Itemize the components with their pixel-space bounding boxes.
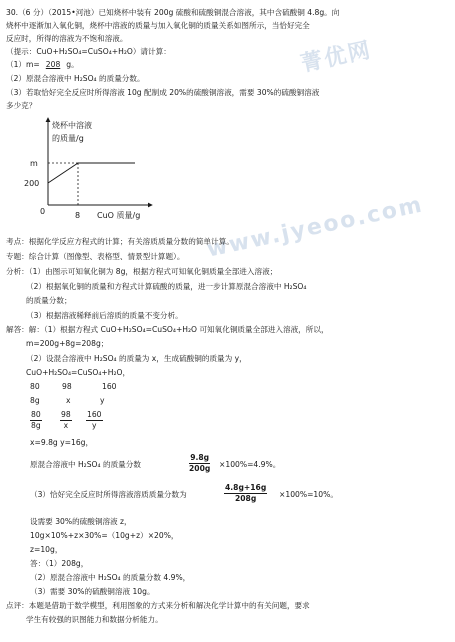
solution-line: 10g×10%+z×30%=（10g+z）×20%，: [30, 531, 179, 540]
question-line: 反应时，所得的溶液为不饱和溶液。: [6, 34, 128, 43]
answer-line: （3）需要 30%的硫酸铜溶液 10g。: [30, 587, 155, 596]
part-1-prefix: （1）m=: [6, 60, 40, 69]
analysis-line: （2）根据氧化铜的质量和方程式计算硫酸的质量，进一步计算原混合溶液中 H₂SO₄: [26, 282, 307, 291]
comment-line: 点评：本题是借助于数学模型，利用图象的方式来分析和解决化学计算中的有关问题，要求: [6, 601, 310, 610]
fraction-2-prefix: （3）恰好完全反应时所得溶液溶质质量分数为: [30, 490, 187, 499]
ratio-fraction: $\frac{98}{x}$: [61, 410, 71, 430]
part-1-answer: 208: [45, 60, 61, 69]
y-axis-label: 的质量/g: [52, 134, 84, 143]
mass-fraction-suffix: ×100%=4.9%。: [219, 460, 281, 469]
question-line: 烧杯中逐渐加入氧化铜，烧杯中溶液的质量与加入氧化铜的质量关系如图所示，当恰好完全: [6, 21, 310, 30]
origin-label: 0: [40, 207, 46, 216]
solve-result: x=9.8g y=16g，: [30, 438, 94, 447]
mass-fraction-prefix: 原混合溶液中 H₂SO₄ 的质量分数: [30, 460, 141, 469]
data-segment-rise: [48, 163, 78, 183]
question-part-2: （2）原混合溶液中 H₂SO₄ 的质量分数。: [6, 74, 145, 83]
mass-fraction: $\frac{9.8g}{200g}$: [189, 453, 211, 473]
answer-line: 答：（1）208g，: [30, 559, 89, 568]
solution-line: z=10g，: [30, 545, 63, 554]
y-tick-label: m: [30, 159, 38, 168]
solution-line: 解答：解：（1）根据方程式 CuO+H₂SO₄=CuSO₄+H₂O 可知氧化铜质量全部进入溶液，所以，: [6, 325, 329, 334]
y-tick-label: 200: [24, 179, 40, 188]
analysis-line: 分析：（1）由图示可知氧化铜为 8g，根据方程式可知氧化铜质量全部进入溶液；: [6, 267, 278, 276]
zhuanti: 专题：综合计算（图像型、表格型、情景型计算题）。: [6, 252, 185, 261]
x-tick-label: 8: [75, 211, 81, 220]
analysis-line: （3）根据溶液稀释前后溶质的质量不变分析。: [26, 311, 183, 320]
part-1-suffix: g。: [66, 60, 79, 69]
molar-mass: 160: [102, 382, 117, 391]
solution-line: （2）设混合溶液中 H₂SO₄ 的质量为 x，生成硫酸铜的质量为 y，: [26, 354, 247, 363]
answer-line: （2）原混合溶液中 H₂SO₄ 的质量分数 4.9%，: [30, 573, 191, 582]
comment-line: 学生有较强的识图能力和数据分析能力。: [26, 615, 163, 624]
known-value: 8g: [30, 396, 40, 405]
kaodian: 考点：根据化学反应方程式的计算；有关溶质质量分数的简单计算。: [6, 237, 234, 246]
fraction-2: $\frac{4.8g+16g}{208g}$: [225, 483, 267, 503]
fraction-2-suffix: ×100%=10%。: [279, 490, 338, 499]
unknown-value: y: [100, 396, 105, 405]
ratio-fraction: $\frac{160}{y}$: [87, 410, 102, 430]
equation: CuO+H₂SO₄=CuSO₄+H₂O，: [26, 368, 131, 377]
watermark: www.jyeoo.com: [204, 192, 426, 263]
ratio-fraction: $\frac{80}{8g}$: [31, 410, 41, 430]
molar-mass: 98: [62, 382, 72, 391]
question-line: 30.（6 分）（2015•河池）已知烧杯中装有 200g 硫酸和硫酸铜混合溶液，其中含硫酸铜 4.8g。向: [6, 8, 340, 17]
molar-mass: 80: [30, 382, 40, 391]
analysis-line: 的质量分数；: [26, 296, 72, 305]
question-hint: （提示：CuO+H₂SO₄=CuSO₄+H₂O）请计算：: [6, 47, 171, 56]
x-axis-label: CuO 质量/g: [97, 211, 141, 220]
solution-line: m=200g+8g=208g；: [26, 339, 109, 348]
unknown-value: x: [66, 396, 71, 405]
watermark: 菁优网: [298, 37, 375, 78]
question-part-3: （3）若取恰好完全反应时所得溶液 10g 配制成 20%的硫酸铜溶液，需要 30%的硫酸铜溶液: [6, 88, 320, 97]
y-axis-label: 烧杯中溶液: [52, 121, 92, 130]
solution-line: 设需要 30%的硫酸铜溶液 z，: [30, 517, 132, 526]
question-part-3: 多少克？: [6, 101, 37, 110]
